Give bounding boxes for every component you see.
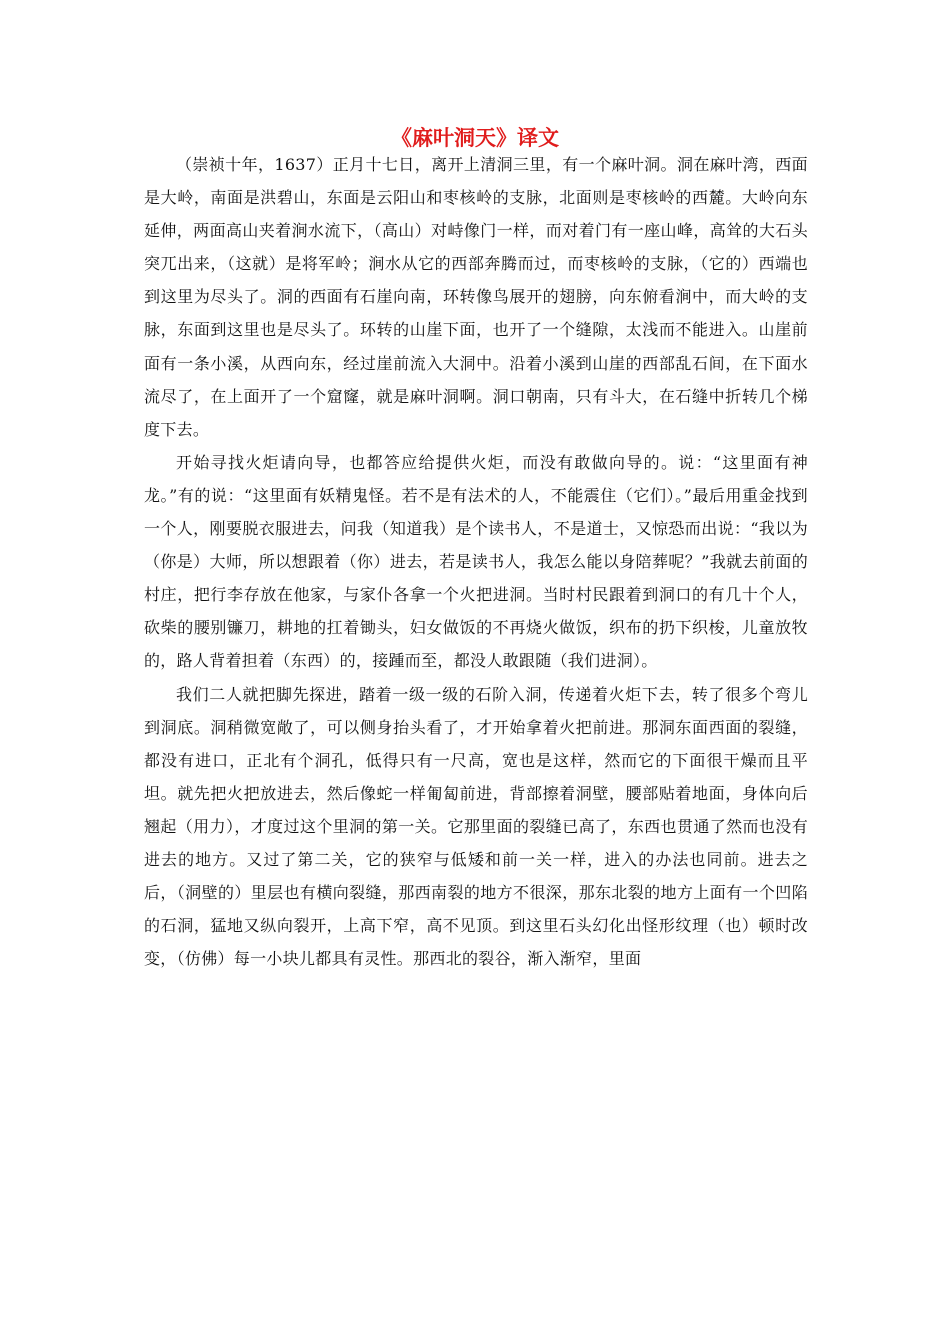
paragraph-2: 开始寻找火炬请向导，也都答应给提供火炬，而没有敢做向导的。说：“这里面有神龙。”有的说：“这里面有妖精鬼怪。若不是有法术的人，不能震住（它们）。”最后用重金找到一个人，刚要脱衣服进去，问我（知道我）是个读书人，不是道士，又惊恐而出说：“我以为（你是）大师，所以想跟着（你）进去，若是读书人，我怎么能以身陪葬呢？”我就去前面的村庄，把行李存放在他家，与家仆各拿一个火把进洞。当时村民跟着到洞口的有几十个人，砍柴的腰别镰刀，耕地的扛着锄头，妇女做饭的不再烧火做饭，织布的扔下织梭，儿童放牧的，路人背着担着（东西）的，接踵而至，都没人敢跟随（我们进洞）。 — [144, 452, 808, 671]
document-body — [144, 148, 808, 975]
paragraph-1: （崇祯十年，1637）正月十七日，离开上清洞三里，有一个麻叶洞。洞在麻叶湾，西面是大岭，南面是洪碧山，东面是云阳山和枣核岭的支脉，北面则是枣核岭的西麓。大岭向东延伸，两面高山夹着涧水流下，（高山）对峙像门一样，而对着门有一座山峰，高耸的大石头突兀出来，（这就）是将军岭；涧水从它的西部奔腾而过，而枣核岭的支脉，（它的）西端也到这里为尽头了。洞的西面有石崖向南，环转像鸟展开的翅膀，向东俯看涧中，而大岭的支脉，东面到这里也是尽头了。环转的山崖下面，也开了一个缝隙，太浅而不能进入。山崖前面有一条小溪，从西向东，经过崖前流入大洞中。沿着小溪到山崖的西部乱石间，在下面水流尽了，在上面开了一个窟窿，就是麻叶洞啊。洞口朝南，只有斗大，在石缝中折转几个梯度下去。 — [144, 155, 808, 439]
paragraph-3: 我们二人就把脚先探进，踏着一级一级的石阶入洞，传递着火炬下去，转了很多个弯儿到洞底。洞稍微宽敞了，可以侧身抬头看了，才开始拿着火把前进。那洞东面西面的裂缝，都没有进口，正北有个洞孔，低得只有一尺高，宽也是这样，然而它的下面很干燥而且平坦。就先把火把放进去，然后像蛇一样匍匐前进，背部擦着洞壁，腰部贴着地面，身体向后翘起（用力），才度过这个里洞的第一关。它那里面的裂缝已高了，东西也贯通了然而也没有进去的地方。又过了第二关，它的狭窄与低矮和前一关一样，进入的办法也同前。进去之后，（洞壁的）里层也有横向裂缝，那西南裂的地方不很深，那东北裂的地方上面有一个凹陷的石洞，猛地又纵向裂开，上高下窄，高不见顶。到这里石头幻化出怪形纹理（也）顿时改变，（仿佛）每一小块儿都具有灵性。那西北的裂谷，渐入渐窄，里面 — [144, 684, 808, 969]
document-title: 《麻叶洞天》译文 — [391, 125, 559, 150]
